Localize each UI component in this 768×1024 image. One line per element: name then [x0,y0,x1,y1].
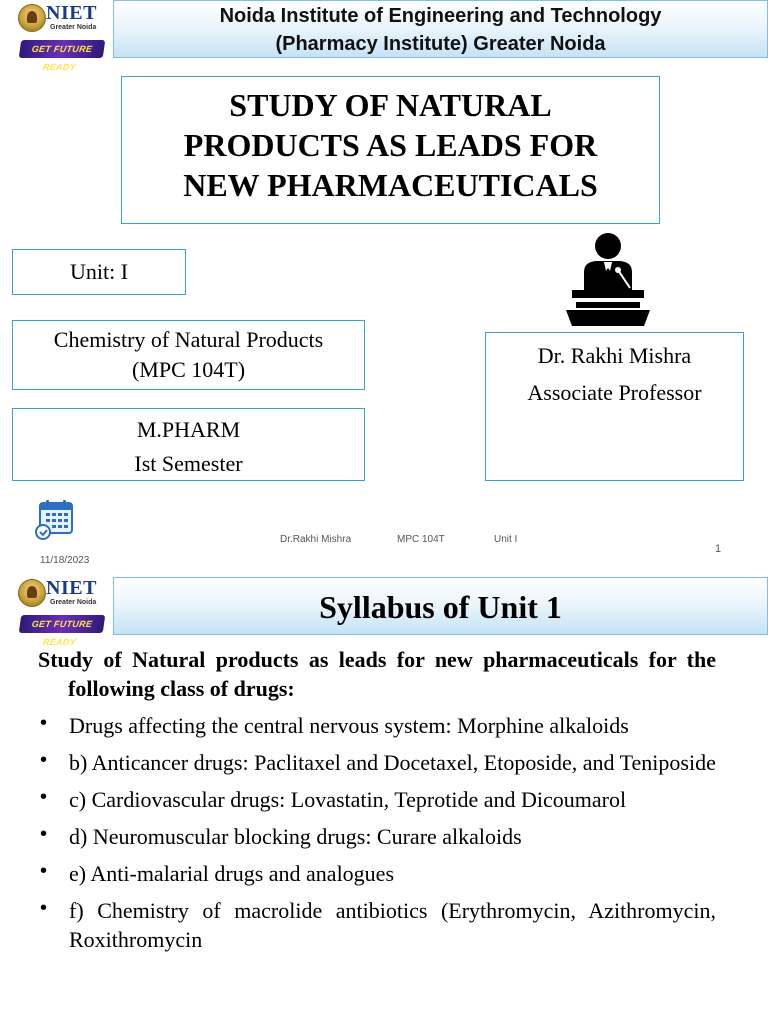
institute-name-line2: (Pharmacy Institute) Greater Noida [275,33,606,55]
title-line-3: NEW PHARMACEUTICALS [183,167,598,203]
slide-title: Syllabus of Unit 1 [113,577,768,635]
speaker-podium-icon [558,232,658,328]
title-line-2: PRODUCTS AS LEADS FOR [183,127,598,163]
list-item: • f) Chemistry of macrolide antibiotics (Erythromycin, Azithromycin, Roxithromycin [38,896,716,954]
slide-date: 11/18/2023 [40,555,90,566]
program-name: M.PHARM [136,417,241,442]
unit-label: Unit: I [12,249,186,295]
institute-emblem-icon [18,579,46,607]
logo-subtext: Greater Noida [50,24,97,31]
logo-tagline: GET FUTURE READY [19,40,106,58]
course-code: (MPC 104T) [131,357,246,382]
presentation-title [121,76,660,224]
institute-emblem-icon [18,4,46,32]
logo-tagline: GET FUTURE READY [19,615,106,633]
logo-text: NIET [46,577,97,599]
institute-name-line1: Noida Institute of Engineering and Technology [219,5,662,27]
footer-course: MPC 104T [397,534,445,545]
logo-text: NIET [46,2,97,24]
list-item: • c) Cardiovascular drugs: Lovastatin, Teprotide and Dicoumarol [38,785,716,814]
program-box [12,408,365,481]
author-box [485,332,744,481]
slide-2 [0,573,768,1024]
institute-header [113,0,768,58]
course-box [12,320,365,390]
author-role: Associate Professor [527,380,702,405]
title-line-1: STUDY OF NATURAL [229,87,552,123]
syllabus-list [38,711,716,954]
syllabus-intro: Study of Natural products as leads for new pharmaceuticals for the following class of drugs: [38,647,716,701]
footer-unit: Unit I [494,534,518,545]
list-item: • d) Neuromuscular blocking drugs: Curare alkaloids [38,822,716,851]
course-name: Chemistry of Natural Products [53,327,324,352]
logo-subtext: Greater Noida [50,599,97,606]
list-item: • b) Anticancer drugs: Paclitaxel and Docetaxel, Etoposide, and Teniposide [38,748,716,777]
list-item: • Drugs affecting the central nervous system: Morphine alkaloids [38,711,716,740]
author-name: Dr. Rakhi Mishra [537,343,692,368]
semester: Ist Semester [134,451,243,476]
list-item: • e) Anti-malarial drugs and analogues [38,859,716,888]
niet-logo [18,577,108,647]
page-number: 1 [715,543,722,555]
syllabus-content [38,645,716,962]
footer-author: Dr.Rakhi Mishra [280,534,352,545]
niet-logo [18,2,108,72]
calendar-icon [34,499,74,541]
